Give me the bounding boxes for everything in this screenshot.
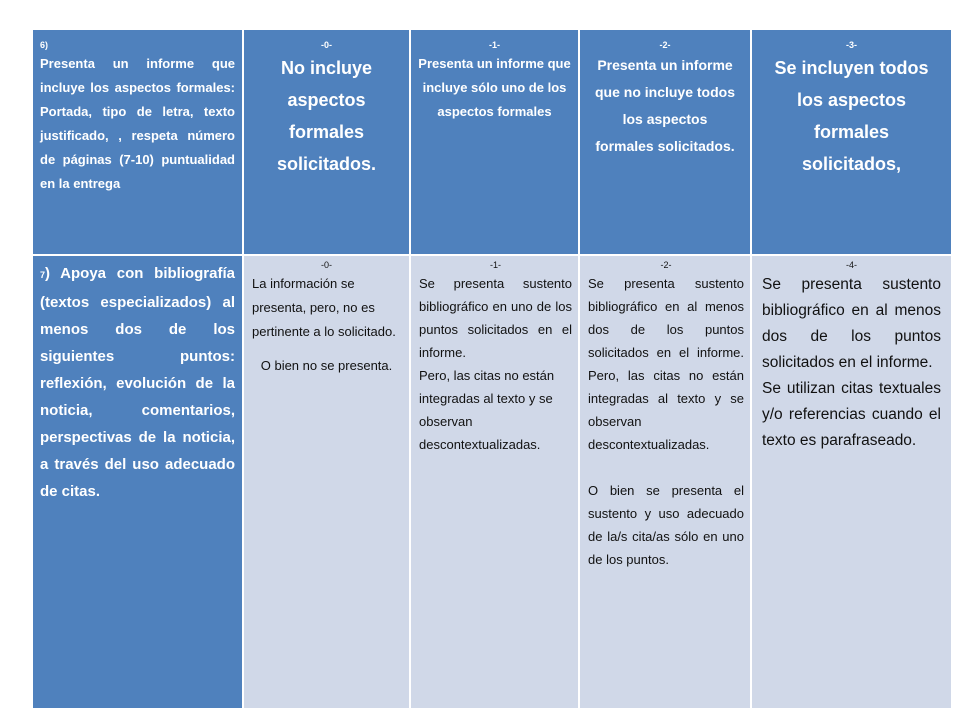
level-score: -2- xyxy=(659,40,671,50)
level-cell-3 xyxy=(752,30,951,254)
level-text: Presenta un informe que incluye sólo uno de los aspectos formales xyxy=(418,56,571,119)
level-text: Se presenta sustento bibliográfico en al menos dos de los puntos solicitados en el informe. Pero, las citas no están integradas al texto y se observan descontextualizadas. xyxy=(588,276,744,452)
level-cell-1 xyxy=(411,30,578,254)
level-cell-0 xyxy=(244,256,409,708)
criterion-cell-7 xyxy=(33,256,242,708)
level-extra-text: O bien no se presenta. xyxy=(260,358,393,373)
criterion-text: Presenta un informe que incluye los aspectos formales: Portada, tipo de letra, texto justificado, , respeta número de páginas (7-10) puntualidad en la entrega xyxy=(40,56,235,191)
level-score: -3- xyxy=(846,40,857,50)
level-cell-3 xyxy=(752,256,951,708)
level-cell-0 xyxy=(244,30,409,254)
level-text: Presenta un informe que no incluye todos los aspectos formales solicitados. xyxy=(594,57,735,154)
rubric-table xyxy=(33,30,951,708)
level-cell-2 xyxy=(580,256,750,708)
level-text: Se presenta sustento bibliográfico en al menos dos de los puntos solicitados en el informe. xyxy=(762,276,941,371)
level-score: -1- xyxy=(490,260,501,270)
level-extra-text: Se utilizan citas textuales y/o referencias cuando el texto es parafraseado. xyxy=(762,380,941,449)
level-score: -0- xyxy=(321,260,332,270)
level-text: Se presenta sustento bibliográfico en uno de los puntos solicitados en el informe. xyxy=(419,276,572,360)
level-extra-text: Pero, las citas no están integradas al texto y se observan descontextualizadas. xyxy=(419,368,555,452)
criterion-cell-6 xyxy=(33,30,242,254)
level-text: No incluye aspectos formales solicitados. xyxy=(276,58,377,174)
criterion-text xyxy=(40,260,235,505)
level-text: Se incluyen todos los aspectos formales solicitados, xyxy=(774,58,929,174)
level-cell-1 xyxy=(411,256,578,708)
level-score: -1- xyxy=(489,40,500,50)
level-text: La información se presenta, pero, no es pertinente a lo solicitado. xyxy=(252,276,396,339)
level-score: -2- xyxy=(660,260,672,270)
level-score: -0- xyxy=(321,40,332,50)
level-cell-2 xyxy=(580,30,750,254)
criterion-number: 7 xyxy=(40,270,46,280)
level-extra-text: O bien se presenta el sustento y uso adecuado de la/s cita/as sólo en uno de los puntos. xyxy=(588,483,744,567)
criterion-body: ) Apoya con bibliografía (textos especializados) al menos dos de los siguientes puntos: reflexión, evolución de la noticia, comentarios, perspectivas de la noticia, a través del uso adecuado de citas. xyxy=(40,265,235,500)
criterion-number: 6) xyxy=(40,40,49,50)
level-score: -4- xyxy=(846,260,857,270)
